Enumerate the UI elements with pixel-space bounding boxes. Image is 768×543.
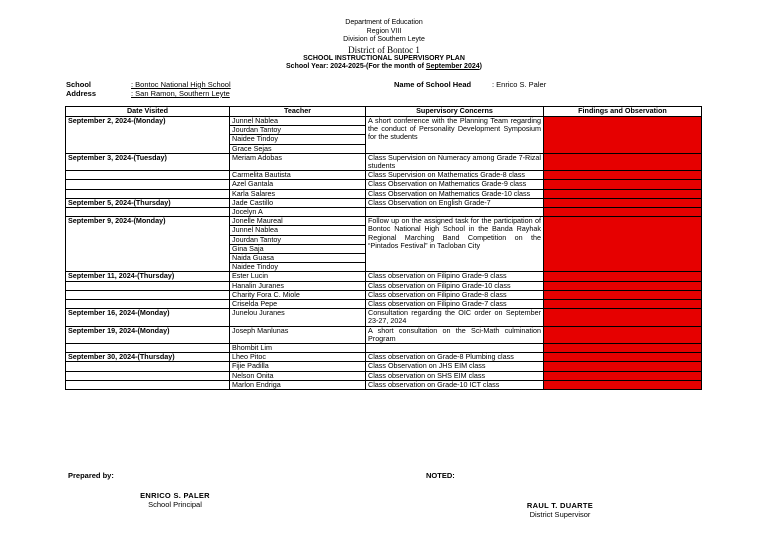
supervisory-concern-cell: Consultation regarding the OIC order on September 23-27, 2024 bbox=[366, 309, 544, 326]
table-row bbox=[66, 189, 702, 198]
supervisory-concern-cell: Class observation on Filipino Grade-7 class bbox=[366, 300, 544, 309]
address-label: Address bbox=[66, 89, 97, 98]
header-line-3: Division of Southern Leyte bbox=[343, 36, 425, 43]
findings-cell bbox=[544, 180, 702, 189]
col-header-date: Date Visited bbox=[66, 107, 230, 117]
findings-cell bbox=[544, 217, 702, 272]
date-visited-cell: September 11, 2024-(Thursday) bbox=[66, 272, 230, 281]
teacher-cell bbox=[230, 189, 366, 198]
prepared-name: ENRICO S. PALER bbox=[140, 491, 210, 500]
school-label: School bbox=[66, 80, 92, 89]
date-visited-cell: September 3, 2024-(Tuesday) bbox=[66, 153, 230, 170]
date-visited-cell bbox=[66, 380, 230, 389]
date-visited-cell bbox=[66, 180, 230, 189]
supervisory-concern-cell: Class Observation on Mathematics Grade-9 class bbox=[366, 180, 544, 189]
findings-cell bbox=[544, 344, 702, 353]
table-row bbox=[66, 198, 702, 207]
teacher-name: Ester Lucin bbox=[232, 271, 268, 281]
date-visited-cell bbox=[66, 281, 230, 290]
findings-cell bbox=[544, 189, 702, 198]
teacher-name: Jade Castillo bbox=[232, 197, 274, 207]
teacher-cell bbox=[230, 117, 366, 154]
teacher-name: Joseph Manlunas bbox=[232, 325, 289, 335]
teacher-name: Hanalin Juranes bbox=[232, 280, 284, 290]
teacher-name: Jocelyn A bbox=[232, 207, 263, 217]
teacher-cell bbox=[230, 380, 366, 389]
findings-cell bbox=[544, 208, 702, 217]
teacher-name: Naidee Tindoy bbox=[230, 135, 365, 144]
teacher-name: Nelson Onita bbox=[232, 370, 274, 380]
teacher-cell bbox=[230, 153, 366, 170]
date-visited-cell bbox=[66, 189, 230, 198]
teacher-name: Grace Sejas bbox=[232, 143, 272, 153]
table-row bbox=[66, 117, 702, 154]
table-row bbox=[66, 326, 702, 343]
teacher-cell bbox=[230, 281, 366, 290]
teacher-name: Karla Salares bbox=[232, 188, 276, 198]
table-row bbox=[66, 153, 702, 170]
noted-label: NOTED: bbox=[426, 471, 455, 480]
teacher-name: Azel Gantala bbox=[232, 179, 274, 189]
findings-cell bbox=[544, 362, 702, 371]
table-row bbox=[66, 180, 702, 189]
findings-cell bbox=[544, 300, 702, 309]
school-info bbox=[66, 80, 231, 98]
address-value: : San Ramon, Southern Leyte bbox=[131, 89, 230, 98]
date-visited-cell: September 9, 2024-(Monday) bbox=[66, 217, 230, 272]
prepared-signature bbox=[125, 491, 225, 509]
teacher-name: Bhombit Lim bbox=[232, 343, 272, 353]
teacher-name: Jourdan Tantoy bbox=[230, 236, 365, 245]
prepared-label: Prepared by: bbox=[68, 471, 114, 480]
supervisory-concern-cell: Class observation on Filipino Grade-9 class bbox=[366, 272, 544, 281]
teacher-cell bbox=[230, 217, 366, 272]
teacher-name: Lheo Pitoc bbox=[232, 352, 266, 362]
supervisory-concern-cell: Class Supervision on Numeracy among Grade 7-Rizal students bbox=[366, 153, 544, 170]
teacher-cell bbox=[230, 309, 366, 326]
noted-title: District Supervisor bbox=[529, 510, 591, 519]
table-row bbox=[66, 371, 702, 380]
teacher-name: Fijie Padilla bbox=[232, 361, 269, 371]
supervisory-concern-cell: A short consultation on the Sci-Math culmination Program bbox=[366, 326, 544, 343]
col-header-findings: Findings and Observation bbox=[544, 107, 702, 117]
month-value: September 2024 bbox=[425, 63, 480, 70]
teacher-name: Junelou Juranes bbox=[232, 308, 285, 318]
teacher-name: Charity Fora C. Miole bbox=[232, 289, 300, 299]
supervisory-concern-cell: Class observation on Filipino Grade-10 class bbox=[366, 281, 544, 290]
header-line-2: Region VIII bbox=[366, 27, 402, 35]
header-district: District of Bontoc 1 bbox=[348, 44, 420, 55]
supervisory-concern-cell: Class observation on Grade-8 Plumbing class bbox=[366, 353, 544, 362]
teacher-name: Junnel Nablea bbox=[230, 226, 365, 235]
col-header-concerns: Supervisory Concerns bbox=[366, 107, 544, 117]
prepared-title: School Principal bbox=[148, 500, 202, 509]
supervisory-concern-cell: Class Observation on English Grade-7 bbox=[366, 198, 544, 207]
supervisory-concern-cell: A short conference with the Planning Team regarding the conduct of Personality Development Symposium for the students bbox=[366, 117, 544, 154]
table-row bbox=[66, 309, 702, 326]
findings-cell bbox=[544, 309, 702, 326]
findings-cell bbox=[544, 171, 702, 180]
findings-cell bbox=[544, 353, 702, 362]
date-visited-cell: September 2, 2024-(Monday) bbox=[66, 117, 230, 154]
findings-cell bbox=[544, 371, 702, 380]
teacher-cell bbox=[230, 272, 366, 281]
teacher-name: Jonelle Maureal bbox=[230, 217, 365, 226]
teacher-name: Junnel Nablea bbox=[230, 117, 365, 126]
table-row bbox=[66, 217, 702, 272]
findings-cell bbox=[544, 117, 702, 154]
supervisory-concern-cell: Class Supervision on Mathematics Grade-8 class bbox=[366, 171, 544, 180]
supervisory-concern-cell: Class observation on Grade-10 ICT class bbox=[366, 380, 544, 389]
teacher-name: Naidee Tindoy bbox=[232, 262, 278, 272]
supervisory-concern-cell: Class Observation on Mathematics Grade-10 class bbox=[366, 189, 544, 198]
noted-name: RAUL T. DUARTE bbox=[526, 501, 594, 510]
findings-cell bbox=[544, 281, 702, 290]
teacher-name: Gina Saja bbox=[230, 245, 365, 254]
supervisory-concern-cell: Class Observation on JHS EIM class bbox=[366, 362, 544, 371]
school-value: : Bontoc National High School bbox=[131, 80, 231, 89]
date-visited-cell bbox=[66, 290, 230, 299]
school-head-info bbox=[394, 80, 546, 89]
col-header-teacher: Teacher bbox=[230, 107, 366, 117]
table-row bbox=[66, 362, 702, 371]
findings-cell bbox=[544, 198, 702, 207]
date-visited-cell bbox=[66, 362, 230, 371]
teacher-name: Meriam Adobas bbox=[232, 152, 282, 162]
date-visited-cell: September 19, 2024-(Monday) bbox=[66, 326, 230, 343]
table-row bbox=[66, 281, 702, 290]
teacher-name: Jourdan Tantoy bbox=[230, 126, 365, 135]
school-head-label: Name of School Head bbox=[394, 80, 472, 89]
date-visited-cell bbox=[66, 171, 230, 180]
findings-cell bbox=[544, 380, 702, 389]
teacher-cell bbox=[230, 362, 366, 371]
findings-cell bbox=[544, 153, 702, 170]
teacher-name: Marlon Endriga bbox=[232, 379, 281, 389]
plan-title: SCHOOL INSTRUCTIONAL SUPERVISORY PLAN bbox=[303, 54, 465, 62]
supervisory-plan-table bbox=[65, 106, 702, 390]
header-line-1: Department of Education bbox=[345, 19, 423, 26]
supervisory-concern-cell: Class observation on SHS EIM class bbox=[366, 371, 544, 380]
school-head-value: : Enrico S. Paler bbox=[492, 80, 547, 89]
teacher-name: Naida Guasa bbox=[230, 254, 365, 263]
noted-signature bbox=[510, 501, 610, 519]
supervisory-concern-cell: Follow up on the assigned task for the participation of Bontoc National High School in the Banda Rayhak Regional Marching Band Competition on the “Pintados Festival” in Tacloban City bbox=[366, 217, 544, 272]
teacher-cell bbox=[230, 326, 366, 343]
teacher-cell bbox=[230, 371, 366, 380]
table-row bbox=[66, 272, 702, 281]
table-row bbox=[66, 380, 702, 389]
date-visited-cell: September 5, 2024-(Thursday) bbox=[66, 198, 230, 207]
date-visited-cell bbox=[66, 371, 230, 380]
date-visited-cell: September 30, 2024-(Thursday) bbox=[66, 353, 230, 362]
teacher-cell bbox=[230, 180, 366, 189]
table-header-row bbox=[66, 107, 702, 117]
teacher-name: Criselda Pepe bbox=[232, 299, 278, 309]
school-year-line: School Year: 2024-2025-(For the month of September 2024) bbox=[286, 63, 482, 70]
supervisory-concern-cell: Class observation on Filipino Grade-8 class bbox=[366, 290, 544, 299]
findings-cell bbox=[544, 290, 702, 299]
date-visited-cell: September 16, 2024-(Monday) bbox=[66, 309, 230, 326]
document-header bbox=[0, 19, 768, 72]
teacher-name: Carmelita Bautista bbox=[232, 170, 291, 180]
findings-cell bbox=[544, 326, 702, 343]
findings-cell bbox=[544, 272, 702, 281]
